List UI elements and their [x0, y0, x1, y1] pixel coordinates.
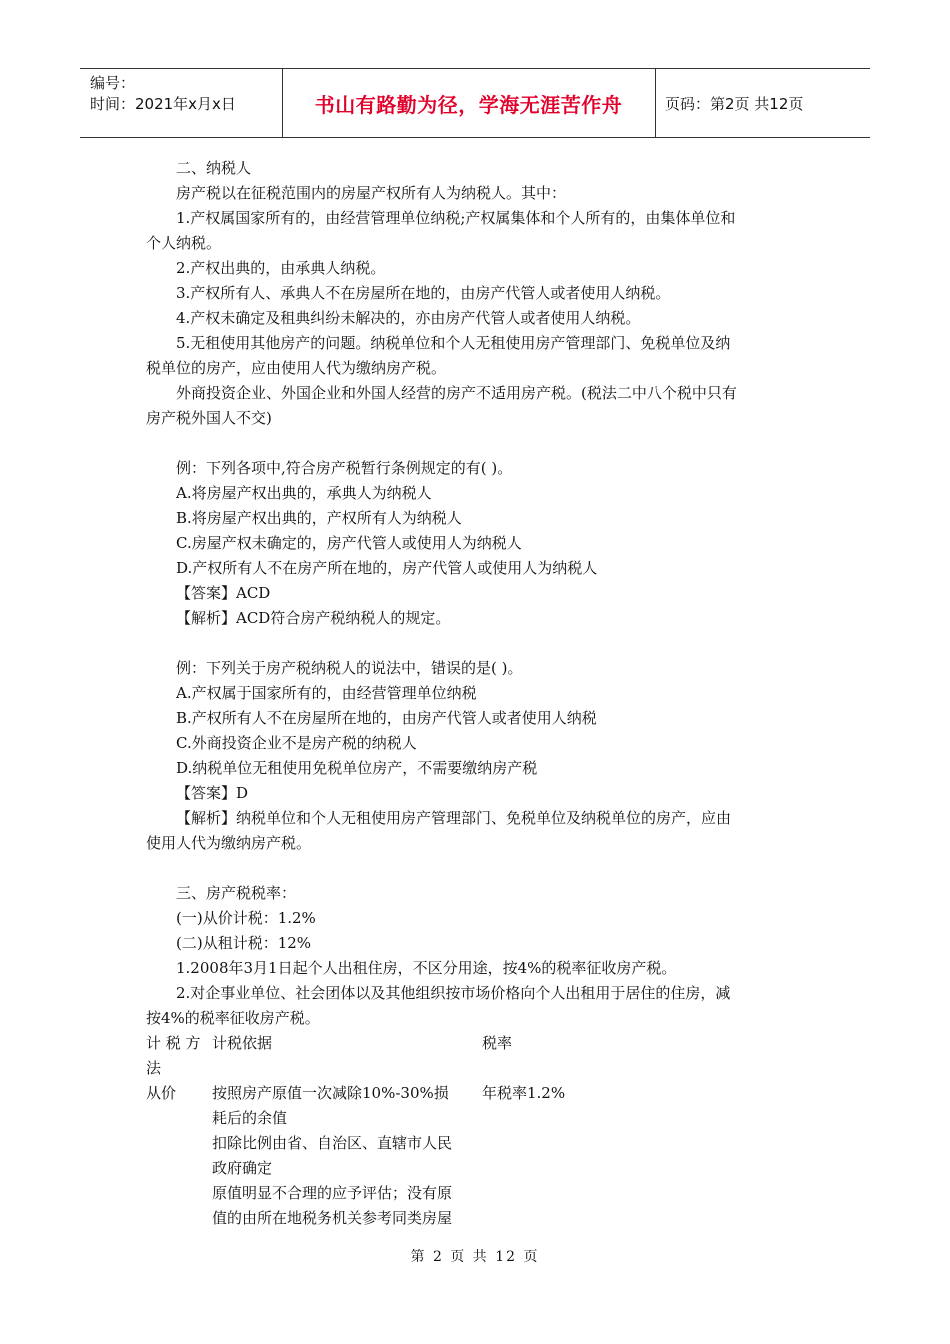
section-heading: 三、房产税税率：: [176, 884, 297, 902]
explanation: 使用人代为缴纳房产税。: [146, 834, 312, 852]
table-cell-basis: 按照房产原值一次减除10%-30%损: [212, 1084, 449, 1102]
explanation: 【解析】纳税单位和个人无租使用房产管理部门、免税单位及纳税单位的房产，应由: [176, 809, 732, 827]
header-divider: [655, 69, 656, 137]
option: C.外商投资企业不是房产税的纳税人: [176, 734, 417, 752]
header-page-number: 页码：第2页 共12页: [665, 95, 804, 113]
table-row: [146, 1206, 816, 1231]
table-cell-basis: 原值明显不合理的应予评估；没有原: [212, 1184, 453, 1202]
header-time: 时间：2021年x月x日: [90, 95, 236, 113]
paragraph: 2.产权出典的，由承典人纳税。: [176, 259, 386, 277]
option: A.将房屋产权出典的，承典人为纳税人: [176, 484, 432, 502]
paragraph: 1.产权属国家所有的，由经营管理单位纳税;产权属集体和个人所有的，由集体单位和: [176, 209, 736, 227]
table-row: [146, 1131, 816, 1156]
answer: 【答案】D: [176, 784, 249, 802]
paragraph: 2.对企事业单位、社会团体以及其他组织按市场价格向个人出租用于居住的住房，减: [176, 984, 731, 1002]
paragraph: 5.无租使用其他房产的问题。纳税单位和个人无租使用房产管理部门、免税单位及纳: [176, 334, 731, 352]
option: B.将房屋产权出典的，产权所有人为纳税人: [176, 509, 462, 527]
table-row: [146, 1181, 816, 1206]
paragraph: 1.2008年3月1日起个人出租住房，不区分用途，按4%的税率征收房产税。: [176, 959, 677, 977]
table-header-method: 计 税 方: [146, 1034, 201, 1052]
option: A.产权属于国家所有的，由经营管理单位纳税: [176, 684, 477, 702]
table-cell-basis: 值的由所在地税务机关参考同类房屋: [212, 1209, 453, 1227]
paragraph: (一)从价计税：1.2%: [176, 909, 316, 927]
table-header-row: [146, 1056, 816, 1081]
table-header-method: 法: [146, 1059, 162, 1077]
section-heading: 二、纳税人: [176, 159, 252, 177]
table-cell-rate: 年税率1.2%: [482, 1084, 566, 1102]
table-header-basis: 计税依据: [212, 1034, 273, 1052]
table-cell-method: 从价: [146, 1084, 177, 1102]
table-row: [146, 1106, 816, 1131]
tax-rate-table: [146, 1031, 816, 1231]
table-row: [146, 1156, 816, 1181]
header-number: 编号：: [90, 74, 136, 92]
table-row: [146, 1081, 816, 1106]
table-header-row: [146, 1031, 816, 1056]
paragraph: 4.产权未确定及租典纠纷未解决的，亦由房产代管人或者使用人纳税。: [176, 309, 641, 327]
paragraph: 房产税以在征税范围内的房屋产权所有人为纳税人。其中：: [176, 184, 567, 202]
answer: 【答案】ACD: [176, 584, 271, 602]
paragraph: (二)从租计税：12%: [176, 934, 312, 952]
header-meta: [90, 73, 236, 115]
option: D.产权所有人不在房产所在地的，房产代管人或使用人为纳税人: [176, 559, 598, 577]
document-body: [146, 156, 816, 1231]
paragraph: 3.产权所有人、承典人不在房屋所在地的，由房产代管人或者使用人纳税。: [176, 284, 671, 302]
header-motto: 书山有路勤为径，学海无涯苦作舟: [314, 92, 623, 117]
page-header: [80, 68, 870, 138]
option: B.产权所有人不在房屋所在地的，由房产代管人或者使用人纳税: [176, 709, 597, 727]
option: D.纳税单位无租使用免税单位房产，不需要缴纳房产税: [176, 759, 538, 777]
table-cell-basis: 耗后的余值: [212, 1109, 288, 1127]
explanation: 【解析】ACD符合房产税纳税人的规定。: [176, 609, 451, 627]
paragraph: 个人纳税。: [146, 234, 222, 252]
option: C.房屋产权未确定的，房产代管人或使用人为纳税人: [176, 534, 522, 552]
paragraph: 房产税外国人不交): [146, 409, 272, 427]
example-question: 例：下列各项中,符合房产税暂行条例规定的有( )。: [176, 459, 513, 477]
paragraph: 税单位的房产，应由使用人代为缴纳房产税。: [146, 359, 447, 377]
table-cell-basis: 政府确定: [212, 1159, 273, 1177]
paragraph: 外商投资企业、外国企业和外国人经营的房产不适用房产税。(税法二中八个税中只有: [176, 384, 737, 402]
page-footer: 第 2 页 共 12 页: [410, 1249, 540, 1265]
table-cell-basis: 扣除比例由省、自治区、直辖市人民: [212, 1134, 453, 1152]
paragraph: 按4%的税率征收房产税。: [146, 1009, 320, 1027]
example-question: 例：下列关于房产税纳税人的说法中，错误的是( )。: [176, 659, 523, 677]
table-header-rate: 税率: [482, 1034, 513, 1052]
